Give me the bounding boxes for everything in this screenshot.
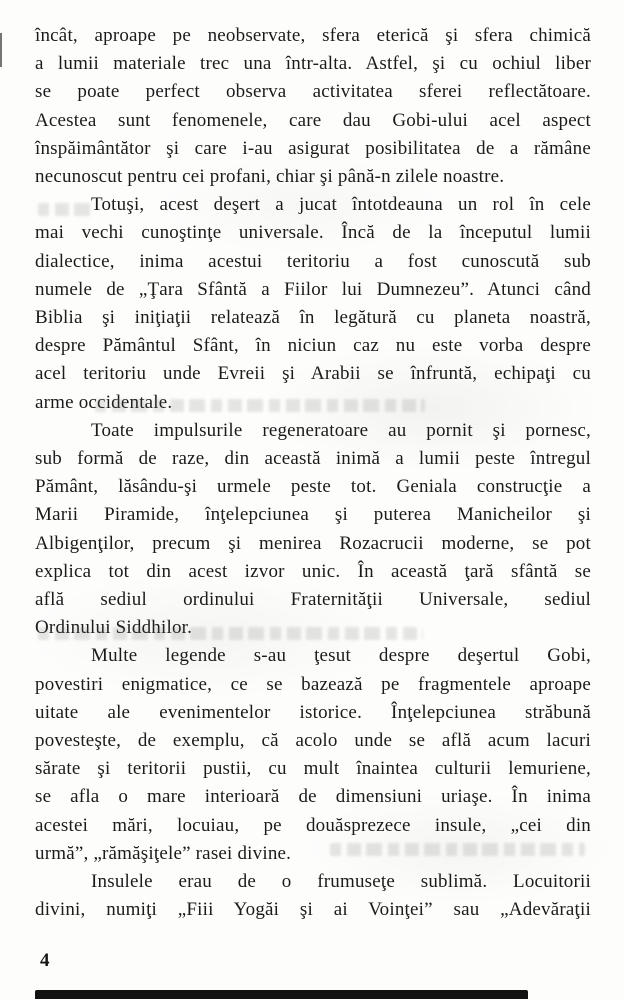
bleed-through-artifact [330, 843, 585, 856]
paragraph [35, 191, 591, 417]
text-line: Marii Piramide, înţelepciunea şi puterea Manicheilor şi [35, 504, 591, 526]
text-line: dialectice, inima acestui teritoriu a fost cunoscută sub [35, 250, 591, 272]
text-line: acel teritoriu unde Evreii şi Arabii se înfruntă, echipaţi cu [35, 363, 591, 385]
paragraph [35, 22, 591, 191]
text-line: Albigenţilor, precum şi menirea Rozacrucii moderne, se pot [35, 532, 591, 554]
page-number: 4 [40, 950, 50, 971]
text-line: Pământ, lăsându-şi urmele peste tot. Geniala construcţie a [35, 476, 591, 498]
text-line: Multe legende s-au ţesut despre deşertul Gobi, [91, 645, 591, 667]
text-line: povesteşte, de exemplu, că acolo unde se află acum lacuri [35, 730, 591, 752]
paragraph [35, 642, 591, 868]
text-line: acestei mări, locuiau, pe douăsprezece insule, „cei din [35, 814, 591, 836]
text-line: numele de „Ţara Sfântă a Fiilor lui Dumnezeu”. Atunci când [35, 278, 591, 300]
bleed-through-artifact [95, 399, 425, 412]
text-line: divini, numiţi „Fiii Yogăi şi ai Voinţei” sau „Adevăraţii [35, 899, 591, 921]
paragraph [35, 417, 591, 643]
text-line: a lumii materiale trec una într-alta. Astfel, şi cu ochiul liber [35, 53, 591, 75]
text-line: despre Pământul Sfânt, în niciun caz nu este vorba despre [35, 335, 591, 357]
text-line: mai vechi cunoştinţe universale. Încă de la începutul lumii [35, 222, 591, 244]
text-line: uitate ale evenimentelor istorice. Înţelepciunea străbună [35, 701, 591, 723]
scan-edge-artifact [0, 33, 2, 67]
text-line: află sediul ordinului Fraternităţii Universale, sediul [35, 589, 591, 611]
text-line: Ordinului Siddhilor. [35, 617, 193, 639]
text-line: Insulele erau de o frumuseţe sublimă. Locuitorii [91, 871, 591, 893]
text-line: urmă”, „rămăşiţele” rasei divine. [35, 842, 292, 864]
text-line: povestiri enigmatice, ce se bazează pe fragmentele aproape [35, 673, 591, 695]
text-line: Totuşi, acest deşert a jucat întotdeauna un rol în cele [91, 194, 591, 216]
text-line: încât, aproape pe neobservate, sfera eterică şi sfera chimică [35, 25, 591, 46]
bleed-through-artifact [38, 203, 96, 216]
text-line: arme occidentale. [35, 391, 173, 413]
text-line: se afla o mare interioară de dimensiuni uriaşe. În inima [35, 786, 591, 808]
scan-bottom-edge-bar [35, 990, 528, 999]
text-line: sub formă de raze, din această inimă a lumii peste întregul [35, 448, 591, 470]
text-line: se poate perfect observa activitatea sferei reflectătoare. [35, 81, 591, 103]
paragraph [35, 868, 591, 924]
text-line: Biblia şi iniţiaţii relatează în legătură cu planeta noastră, [35, 307, 591, 329]
text-line: necunoscut pentru cei profani, chiar şi până-n zilele noastre. [35, 166, 505, 188]
text-line: explica tot din acest izvor unic. În această ţară sfântă se [35, 560, 591, 582]
text-line: Acestea sunt fenomenele, care dau Gobi-ului acel aspect [35, 109, 591, 131]
page-text [35, 22, 591, 925]
text-line: sărate şi teritorii pustii, cu mult înaintea culturii lemuriene, [35, 758, 591, 780]
text-line: Toate impulsurile regeneratoare au pornit şi pornesc, [91, 419, 591, 441]
text-line: înspăimântător şi care i-au asigurat posibilitatea de a rămâne [35, 137, 591, 159]
bleed-through-artifact [38, 627, 423, 640]
